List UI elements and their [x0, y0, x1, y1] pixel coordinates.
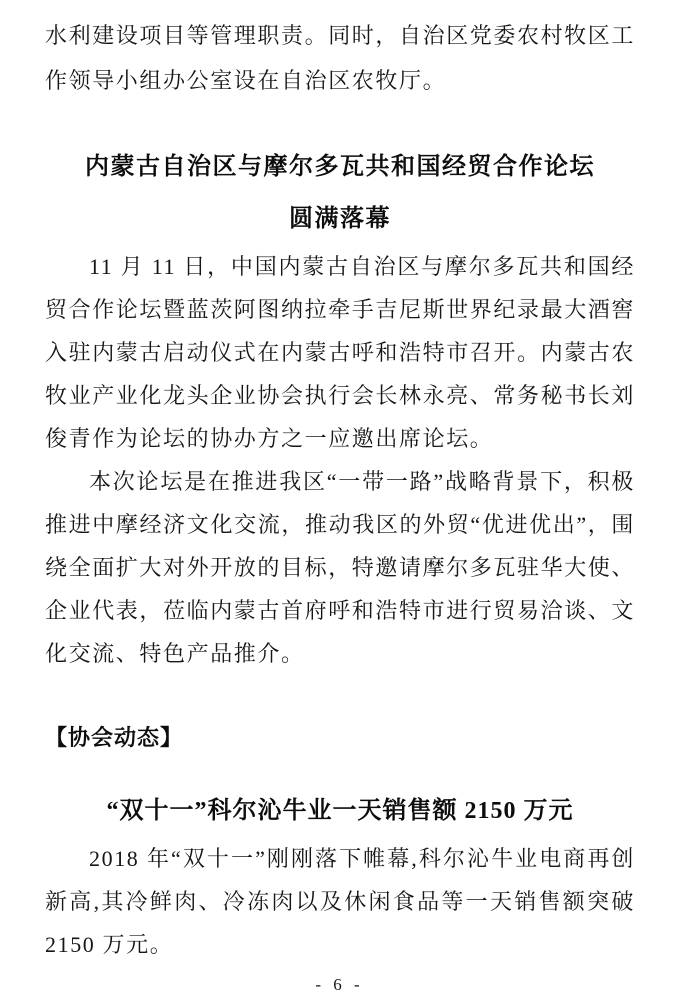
article-cattle-paragraph-1: 2018 年“双十一”刚刚落下帷幕,科尔沁牛业电商再创新高,其冷鲜肉、冷冻肉以及休闲食品等一天销售额突破 2150 万元。	[45, 846, 635, 957]
page-number: - 6 -	[315, 975, 364, 994]
article-cattle-title: “双十一”科尔沁牛业一天销售额 2150 万元	[106, 798, 574, 824]
article-forum-title-line2: 圆满落幕	[289, 206, 391, 232]
article-forum-title-line1: 内蒙古自治区与摩尔多瓦共和国经贸合作论坛	[85, 154, 595, 180]
section-header-association-news: 【协会动态】	[45, 725, 184, 750]
article-forum-title	[45, 141, 635, 245]
article-forum-paragraph-1: 11 月 11 日，中国内蒙古自治区与摩尔多瓦共和国经贸合作论坛暨蓝茨阿图纳拉牵手吉尼斯世界纪录最大酒窖入驻内蒙古启动仪式在内蒙古呼和浩特市召开。内蒙古农牧业产业化龙头企业协会执行会长林永亮、常务秘书长刘俊青作为论坛的协办方之一应邀出席论坛。	[45, 254, 636, 451]
continuation-paragraph: 水利建设项目等管理职责。同时，自治区党委农村牧区工作领导小组办公室设在自治区农牧厅。	[45, 23, 636, 93]
article-forum-paragraph-2: 本次论坛是在推进我区“一带一路”战略背景下，积极推进中摩经济文化交流，推动我区的外贸“优进优出”，围绕全面扩大对外开放的目标，特邀请摩尔多瓦驻华大使、企业代表，莅临内蒙古首府呼和浩特市进行贸易洽谈、文化交流、特色产品推介。	[45, 469, 636, 666]
